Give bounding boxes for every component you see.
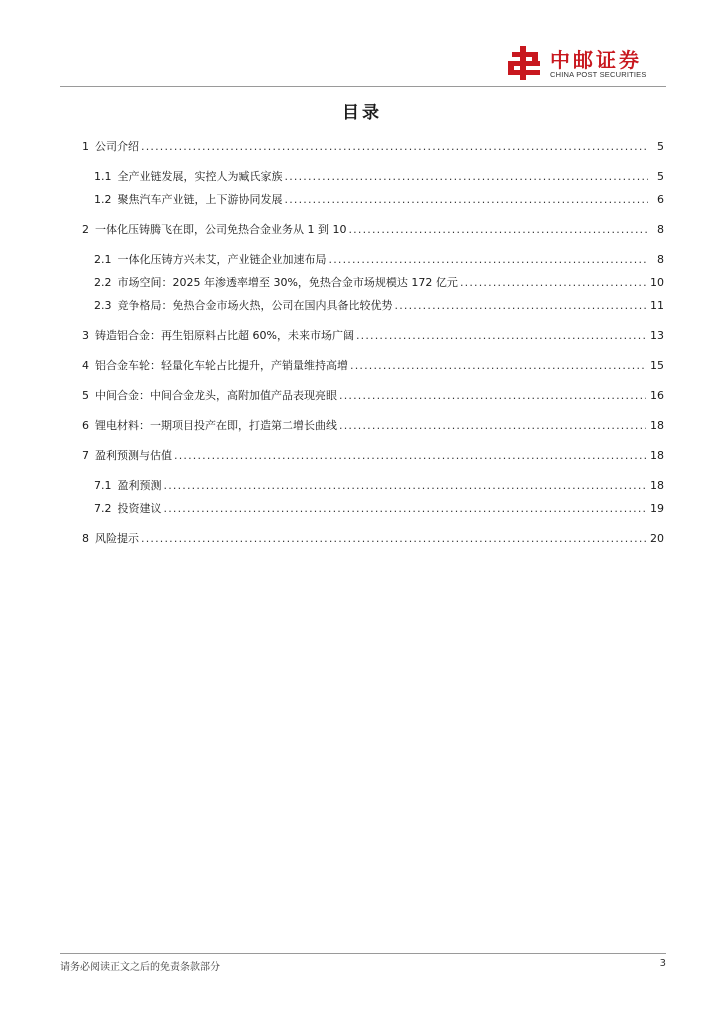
toc-page: 16	[650, 389, 664, 402]
toc-text: 铝合金车轮：轻量化车轮占比提升，产销量维持高增	[95, 359, 348, 372]
toc-leader-dots	[329, 249, 649, 271]
toc-text: 一体化压铸方兴未艾，产业链企业加速布局	[117, 253, 327, 266]
toc-text: 竞争格局：免热合金市场火热，公司在国内具备比较优势	[117, 299, 393, 312]
toc-text: 锂电材料：一期项目投产在即，打造第二增长曲线	[95, 419, 337, 432]
page-header	[60, 40, 666, 87]
page-title: 目录	[342, 103, 382, 123]
toc-entry[interactable]	[82, 445, 664, 467]
toc-text: 盈利预测与估值	[95, 449, 172, 462]
toc-page: 18	[650, 419, 664, 432]
page-number: 3	[659, 958, 666, 969]
toc-number: 7	[82, 449, 89, 462]
toc-text: 风险提示	[95, 532, 139, 545]
toc-number: 6	[82, 419, 89, 432]
page-footer	[60, 953, 666, 972]
toc-page: 18	[650, 479, 664, 492]
toc-page: 11	[650, 299, 664, 312]
toc-leader-dots	[164, 475, 647, 497]
toc-text: 一体化压铸腾飞在即，公司免热合金业务从 1 到 10	[95, 223, 347, 236]
toc-page: 5	[657, 170, 664, 183]
toc-leader-dots	[339, 415, 646, 437]
toc-number: 2.1	[94, 253, 112, 266]
toc-number: 1	[82, 140, 89, 153]
logo-english-name: CHINA POST SECURITIES	[550, 70, 647, 79]
toc-entry[interactable]	[82, 325, 664, 347]
toc-number: 4	[82, 359, 89, 372]
toc-entry[interactable]	[82, 219, 664, 241]
toc-text: 聚焦汽车产业链，上下游协同发展	[117, 193, 283, 206]
toc-entry[interactable]	[82, 528, 664, 550]
logo-mark-icon	[506, 44, 546, 82]
toc-text: 公司介绍	[95, 140, 139, 153]
toc-page: 5	[657, 140, 664, 153]
toc-leader-dots	[285, 166, 649, 188]
toc-entry[interactable]	[94, 166, 664, 188]
toc-text: 投资建议	[117, 502, 162, 515]
toc-number: 2.3	[94, 299, 112, 312]
toc-page: 20	[650, 532, 664, 545]
toc-text: 中间合金：中间合金龙头，高附加值产品表现亮眼	[95, 389, 337, 402]
toc-entry[interactable]	[94, 272, 664, 294]
toc-text: 全产业链发展，实控人为臧氏家族	[117, 170, 283, 183]
toc-page: 10	[650, 276, 664, 289]
toc-number: 1.2	[94, 193, 112, 206]
toc-number: 2	[82, 223, 89, 236]
toc-number: 7.1	[94, 479, 112, 492]
toc-page: 8	[657, 223, 664, 236]
disclaimer-note: 请务必阅读正文之后的免责条款部分	[60, 962, 220, 973]
toc-entry[interactable]	[94, 498, 664, 520]
toc-page: 15	[650, 359, 664, 372]
toc-number: 7.2	[94, 502, 112, 515]
toc-entry[interactable]	[94, 189, 664, 211]
toc-leader-dots	[460, 272, 646, 294]
toc-page: 19	[650, 502, 664, 515]
toc-leader-dots	[395, 295, 647, 317]
toc-number: 3	[82, 329, 89, 342]
logo-chinese-name: 中邮证券	[550, 48, 642, 72]
toc-entry[interactable]	[82, 415, 664, 437]
toc-leader-dots	[350, 355, 646, 377]
toc-number: 2.2	[94, 276, 112, 289]
toc-leader-dots	[348, 219, 648, 241]
toc-entry[interactable]	[94, 475, 664, 497]
toc-leader-dots	[141, 528, 646, 550]
toc-leader-dots	[141, 136, 648, 158]
toc-entry[interactable]	[94, 249, 664, 271]
company-logo	[506, 44, 666, 82]
toc-leader-dots	[174, 445, 646, 467]
toc-leader-dots	[339, 385, 646, 407]
toc-page: 13	[650, 329, 664, 342]
toc-text: 市场空间：2025 年渗透率增至 30%，免热合金市场规模达 172 亿元	[117, 276, 458, 289]
toc-entry[interactable]	[82, 385, 664, 407]
toc-number: 5	[82, 389, 89, 402]
toc-leader-dots	[164, 498, 647, 520]
toc-number: 1.1	[94, 170, 112, 183]
toc-entry[interactable]	[94, 295, 664, 317]
toc-entry[interactable]	[82, 136, 664, 158]
toc-page: 8	[657, 253, 664, 266]
toc-text: 盈利预测	[117, 479, 162, 492]
toc-page: 6	[657, 193, 664, 206]
toc-leader-dots	[285, 189, 649, 211]
toc-page: 18	[650, 449, 664, 462]
toc-leader-dots	[356, 325, 646, 347]
toc-entry[interactable]	[82, 355, 664, 377]
toc-text: 铸造铝合金：再生铝原料占比超 60%，未来市场广阔	[95, 329, 354, 342]
toc-number: 8	[82, 532, 89, 545]
